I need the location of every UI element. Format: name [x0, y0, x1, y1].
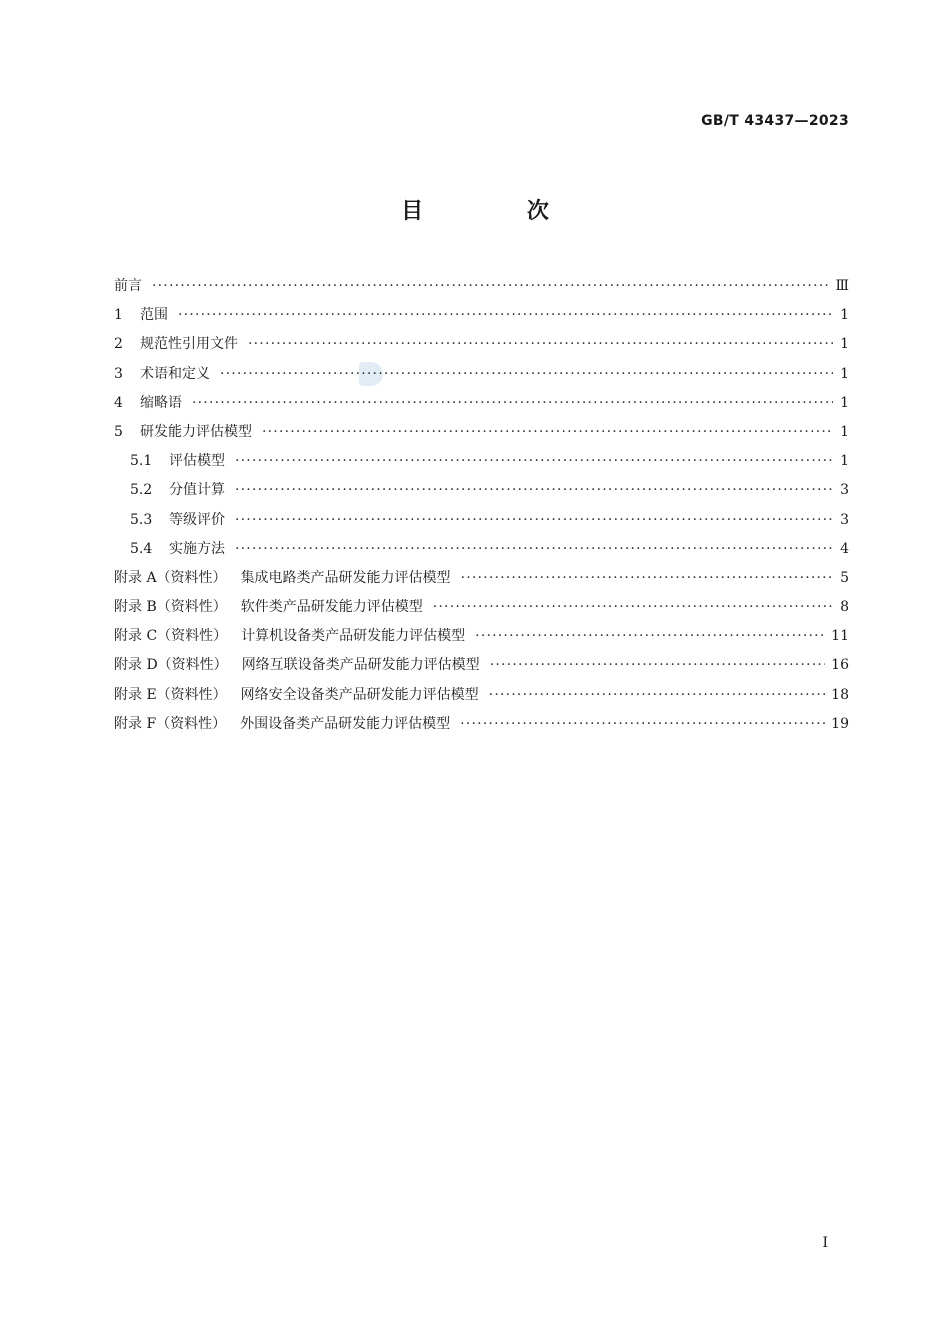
toc-leader: [235, 506, 833, 535]
toc-entry-5-2[interactable]: [114, 476, 849, 505]
toc-entry-page: 3: [840, 511, 849, 528]
toc-leader: [460, 710, 825, 739]
toc-entry-label: 前言: [114, 278, 142, 294]
toc-entry-foreword[interactable]: [114, 272, 849, 301]
toc-entry-page: 16: [831, 657, 849, 674]
toc-leader: [192, 389, 833, 418]
toc-leader: [235, 535, 833, 564]
toc-entry-label: 评估模型: [169, 453, 225, 470]
toc-entry-number: 5.2: [130, 482, 153, 499]
toc-annex-prefix: 附录 E（资料性）: [114, 686, 227, 703]
toc-annex-prefix: 附录 C（资料性）: [114, 628, 228, 645]
toc-entry-label: 规范性引用文件: [140, 336, 238, 353]
toc-entry-5[interactable]: [114, 418, 849, 447]
toc-entry-5-4[interactable]: [114, 535, 849, 564]
toc-entry-label: 实施方法: [169, 540, 225, 557]
toc-entry-5-1[interactable]: [114, 447, 849, 476]
toc-entry-label: 范围: [140, 307, 168, 324]
toc-entry-number: 5: [114, 423, 123, 440]
toc-leader: [489, 681, 826, 710]
toc-entry-label: 集成电路类产品研发能力评估模型: [240, 569, 451, 586]
toc-leader: [475, 622, 825, 651]
toc-leader: [490, 651, 825, 680]
toc-entry-number: 4: [114, 394, 123, 411]
toc-entry-annex-c[interactable]: [114, 622, 849, 651]
toc-leader: [152, 272, 829, 301]
toc-entry-page: Ⅲ: [835, 278, 849, 294]
toc-leader: [235, 476, 833, 505]
toc-entry-label: 软件类产品研发能力评估模型: [240, 599, 423, 616]
toc-leader: [262, 418, 833, 447]
toc-entry-label: 缩略语: [140, 394, 182, 411]
toc-entry-page: 5: [840, 569, 849, 586]
toc-entry-annex-a[interactable]: [114, 564, 849, 593]
toc-entry-annex-b[interactable]: [114, 593, 849, 622]
toc-annex-prefix: 附录 F（资料性）: [114, 715, 227, 732]
toc-entry-page: 4: [840, 540, 849, 557]
toc-entry-1[interactable]: [114, 301, 849, 330]
toc-entry-number: 1: [114, 307, 123, 324]
toc-entry-page: 1: [840, 394, 849, 411]
toc-leader: [248, 330, 833, 359]
toc-annex-prefix: 附录 B（资料性）: [114, 599, 227, 616]
toc-entry-number: 3: [114, 365, 123, 382]
toc-entry-number: 5.1: [130, 453, 153, 470]
toc-leader: [220, 360, 833, 389]
toc-entry-number: 2: [114, 336, 123, 353]
toc-leader: [433, 593, 833, 622]
toc-entry-page: 1: [840, 307, 849, 324]
toc-entry-page: 8: [840, 599, 849, 616]
toc-entry-page: 18: [831, 686, 849, 703]
toc-entry-label: 分值计算: [169, 482, 225, 499]
toc-entry-page: 1: [840, 423, 849, 440]
toc-entry-label: 外围设备类产品研发能力评估模型: [240, 715, 451, 732]
page-title: 目 次: [401, 199, 597, 224]
toc-entry-page: 19: [831, 715, 849, 732]
standard-number: GB/T 43437—2023: [701, 113, 849, 129]
toc-entry-number: 5.4: [130, 540, 153, 557]
toc-entry-label: 网络互联设备类产品研发能力评估模型: [241, 657, 480, 674]
toc-leader: [461, 564, 833, 593]
toc-entry-annex-d[interactable]: [114, 651, 849, 680]
toc-entry-3[interactable]: [114, 360, 849, 389]
toc-annex-prefix: 附录 A（资料性）: [114, 569, 227, 586]
toc-entry-label: 等级评价: [169, 511, 225, 528]
toc-entry-annex-e[interactable]: [114, 681, 849, 710]
toc-entry-4[interactable]: [114, 389, 849, 418]
toc-entry-page: 11: [831, 628, 849, 645]
toc-annex-prefix: 附录 D（资料性）: [114, 657, 228, 674]
page-number: I: [822, 1235, 828, 1251]
toc-entry-page: 1: [840, 336, 849, 353]
toc-entry-label: 计算机设备类产品研发能力评估模型: [241, 628, 466, 645]
toc-entry-number: 5.3: [130, 511, 153, 528]
toc-entry-5-3[interactable]: [114, 506, 849, 535]
table-of-contents: [114, 272, 849, 739]
toc-entry-page: 1: [840, 365, 849, 382]
toc-entry-label: 研发能力评估模型: [140, 423, 252, 440]
toc-leader: [235, 447, 833, 476]
toc-entry-page: 3: [840, 482, 849, 499]
toc-entry-page: 1: [840, 453, 849, 470]
toc-entry-2[interactable]: [114, 330, 849, 359]
toc-entry-label: 术语和定义: [140, 365, 210, 382]
toc-leader: [178, 301, 833, 330]
toc-entry-annex-f[interactable]: [114, 710, 849, 739]
toc-entry-label: 网络安全设备类产品研发能力评估模型: [240, 686, 479, 703]
